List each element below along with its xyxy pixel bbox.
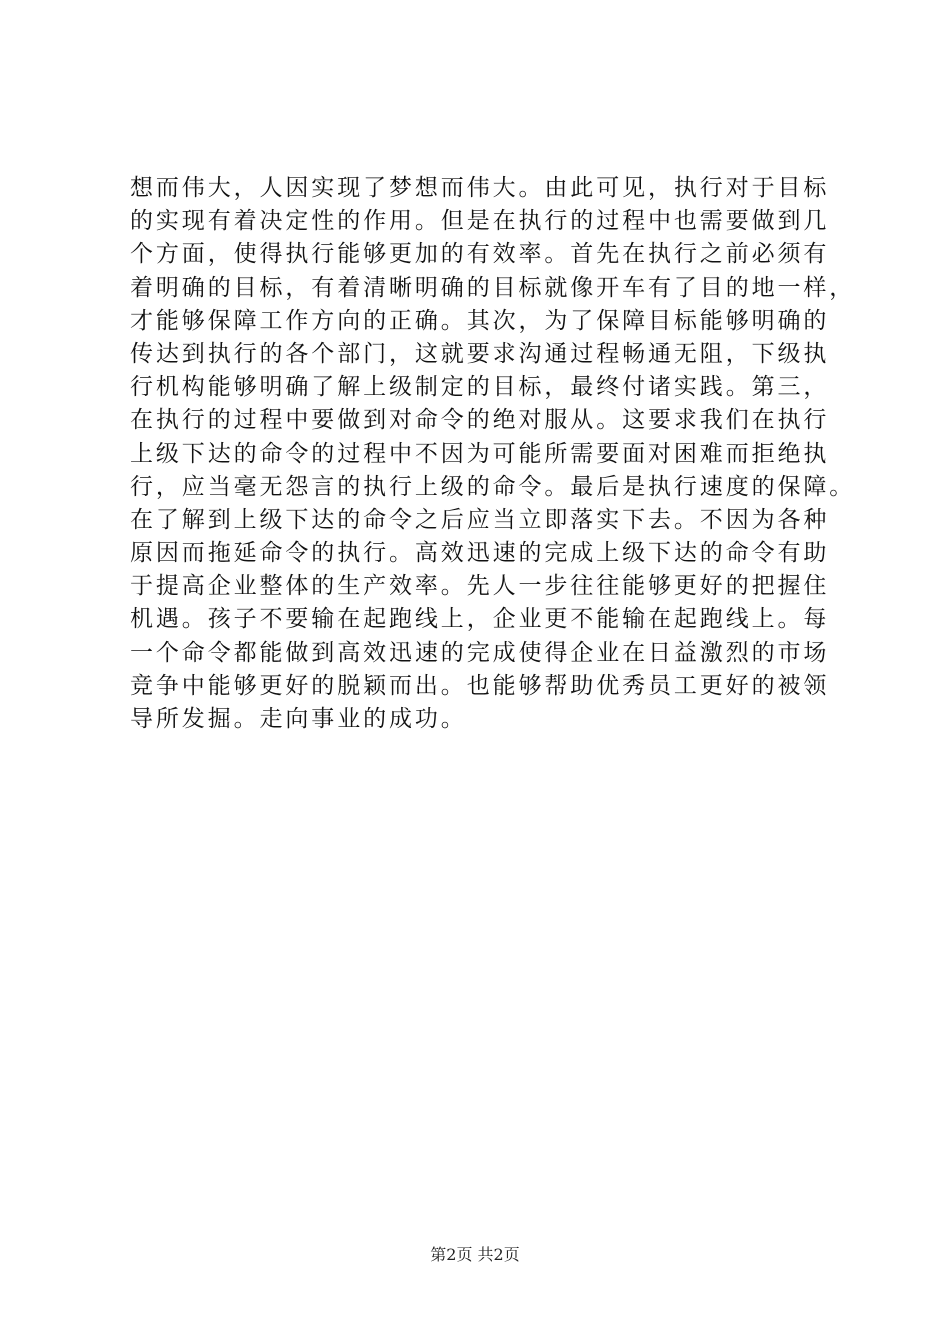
text-line: 竞争中能够更好的脱颖而出。也能够帮助优秀员工更好的被领 bbox=[130, 672, 830, 699]
text-line: 才能够保障工作方向的正确。其次，为了保障目标能够明确的 bbox=[130, 307, 830, 334]
text-line: 导所发掘。走向事业的成功。 bbox=[130, 706, 467, 732]
text-line: 个方面，使得执行能够更加的有效率。首先在执行之前必须有 bbox=[130, 241, 830, 268]
text-line: 行机构能够明确了解上级制定的目标，最终付诸实践。第三， bbox=[130, 374, 830, 401]
text-line: 的实现有着决定性的作用。但是在执行的过程中也需要做到几 bbox=[130, 208, 830, 235]
body-paragraph bbox=[130, 172, 856, 736]
text-line: 在了解到上级下达的命令之后应当立即落实下去。不因为各种 bbox=[130, 506, 830, 533]
text-line: 一个命令都能做到高效迅速的完成使得企业在日益激烈的市场 bbox=[130, 639, 830, 666]
text-line: 行，应当毫无怨言的执行上级的命令。最后是执行速度的保障。 bbox=[130, 473, 856, 500]
page-number-footer: 第2页 共2页 bbox=[430, 1245, 520, 1264]
text-line: 着明确的目标，有着清晰明确的目标就像开车有了目的地一样， bbox=[130, 274, 856, 301]
text-line: 在执行的过程中要做到对命令的绝对服从。这要求我们在执行 bbox=[130, 407, 830, 434]
text-line: 于提高企业整体的生产效率。先人一步往往能够更好的把握住 bbox=[130, 573, 830, 600]
text-line: 想而伟大，人因实现了梦想而伟大。由此可见，执行对于目标 bbox=[130, 175, 830, 201]
text-line: 传达到执行的各个部门，这就要求沟通过程畅通无阻，下级执 bbox=[130, 340, 830, 367]
text-line: 上级下达的命令的过程中不因为可能所需要面对困难而拒绝执 bbox=[130, 440, 830, 467]
text-line: 原因而拖延命令的执行。高效迅速的完成上级下达的命令有助 bbox=[130, 540, 830, 567]
text-line: 机遇。孩子不要输在起跑线上，企业更不能输在起跑线上。每 bbox=[130, 606, 830, 633]
